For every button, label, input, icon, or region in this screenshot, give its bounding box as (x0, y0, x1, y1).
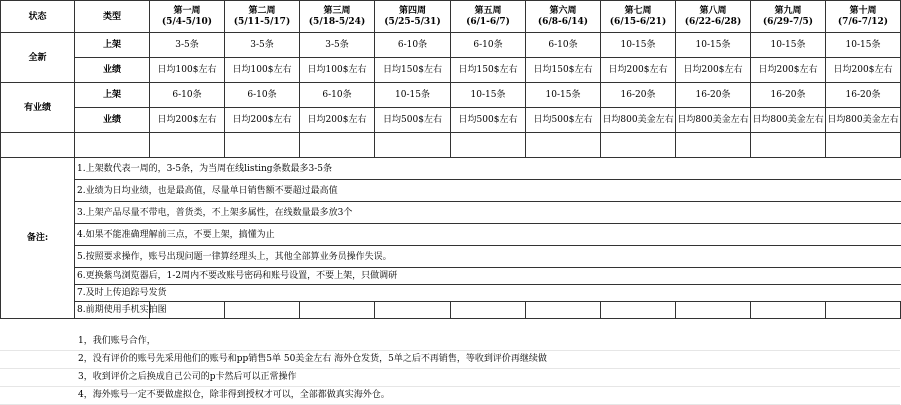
data-cell[interactable]: 日均800美金左右 (601, 108, 676, 133)
data-cell[interactable]: 3-5条 (225, 33, 300, 58)
data-cell[interactable]: 日均100$左右 (225, 58, 300, 83)
header-week-3[interactable]: 第三周 (5/18-5/24) (300, 1, 375, 33)
status-cell-new[interactable]: 全新 (1, 33, 75, 83)
empty-cell[interactable] (751, 302, 826, 319)
header-week-4[interactable]: 第四周 (5/25-5/31) (375, 1, 451, 33)
data-cell[interactable]: 3-5条 (300, 33, 375, 58)
data-cell[interactable]: 日均100$左右 (300, 58, 375, 83)
note-cell[interactable]: 6.更换紫鸟浏览器后，1-2周内不要改账号密码和账号设置，不要上架，只做调研 (75, 268, 901, 285)
empty-cell[interactable] (676, 302, 751, 319)
data-cell[interactable]: 16-20条 (676, 83, 751, 108)
note-row (1, 224, 901, 246)
empty-cell[interactable] (451, 302, 526, 319)
empty-cell[interactable] (751, 133, 826, 158)
type-cell[interactable]: 业绩 (75, 58, 150, 83)
data-cell[interactable]: 日均150$左右 (375, 58, 451, 83)
data-cell[interactable]: 10-15条 (751, 33, 826, 58)
data-cell[interactable]: 日均200$左右 (300, 108, 375, 133)
data-cell[interactable]: 6-10条 (526, 33, 601, 58)
data-cell[interactable]: 10-15条 (451, 83, 526, 108)
empty-cell[interactable] (75, 133, 150, 158)
empty-cell[interactable] (300, 133, 375, 158)
footer-line[interactable]: 1，我们账号合作， (0, 333, 900, 351)
table-row (1, 108, 901, 133)
data-cell[interactable]: 10-15条 (526, 83, 601, 108)
data-cell[interactable]: 日均500$左右 (375, 108, 451, 133)
note-row (1, 158, 901, 180)
empty-row (1, 133, 901, 158)
data-cell[interactable]: 10-15条 (676, 33, 751, 58)
data-cell[interactable]: 日均200$左右 (826, 58, 901, 83)
table-row (1, 33, 901, 58)
data-cell[interactable]: 日均200$左右 (225, 108, 300, 133)
header-type[interactable]: 类型 (75, 1, 150, 33)
footer-notes (0, 333, 900, 405)
empty-cell[interactable] (375, 133, 451, 158)
empty-cell[interactable] (451, 133, 526, 158)
data-cell[interactable]: 日均800美金左右 (676, 108, 751, 133)
empty-cell[interactable] (300, 302, 375, 319)
note-cell[interactable]: 8.前期使用手机实拍图 (75, 302, 150, 319)
data-cell[interactable]: 10-15条 (826, 33, 901, 58)
header-week-5[interactable]: 第五周 (6/1-6/7) (451, 1, 526, 33)
data-cell[interactable]: 6-10条 (225, 83, 300, 108)
footer-line[interactable]: 2，没有评价的账号先采用他们的账号和pp销售5单 50美金左右 海外仓发货，5单之后不再销售，等收到评价再继续做 (0, 351, 900, 369)
note-cell[interactable]: 5.按照要求操作，账号出现问题一律算经理头上，其他全部算业务员操作失误。 (75, 246, 901, 268)
status-cell-performing[interactable]: 有业绩 (1, 83, 75, 133)
empty-cell[interactable] (225, 133, 300, 158)
data-cell[interactable]: 6-10条 (451, 33, 526, 58)
empty-cell[interactable] (526, 302, 601, 319)
note-cell[interactable]: 3.上架产品尽量不带电，普货类，不上架多属性，在线数量最多放3个 (75, 202, 901, 224)
header-week-10[interactable]: 第十周 (7/6-7/12) (826, 1, 901, 33)
empty-cell[interactable] (601, 133, 676, 158)
empty-cell[interactable] (1, 133, 75, 158)
data-cell[interactable]: 16-20条 (826, 83, 901, 108)
data-cell[interactable]: 3-5条 (150, 33, 225, 58)
note-row (1, 302, 901, 319)
table-row (1, 58, 901, 83)
data-cell[interactable]: 日均500$左右 (526, 108, 601, 133)
note-row (1, 285, 901, 302)
footer-line[interactable]: 4，海外账号一定不要做虚拟仓，除非得到授权才可以，全部都做真实海外仓。 (0, 387, 900, 405)
note-cell[interactable]: 2.业绩为日均业绩，也是最高值，尽量单日销售额不要超过最高值 (75, 180, 901, 202)
note-cell[interactable]: 1.上架数代表一周的，3-5条，为当周在线listing条数最多3-5条 (75, 158, 901, 180)
empty-cell[interactable] (601, 302, 676, 319)
note-row (1, 202, 901, 224)
empty-cell[interactable] (826, 133, 901, 158)
table-row (1, 83, 901, 108)
data-cell[interactable]: 日均100$左右 (150, 58, 225, 83)
empty-cell[interactable] (225, 302, 300, 319)
empty-cell[interactable] (375, 302, 451, 319)
note-cell[interactable]: 7.及时上传追踪号发货 (75, 285, 901, 302)
notes-label[interactable]: 备注: (1, 158, 75, 319)
note-row (1, 268, 901, 285)
data-cell[interactable]: 日均500$左右 (451, 108, 526, 133)
header-week-9[interactable]: 第九周 (6/29-7/5) (751, 1, 826, 33)
type-cell[interactable]: 上架 (75, 83, 150, 108)
data-cell[interactable]: 日均150$左右 (526, 58, 601, 83)
data-cell[interactable]: 16-20条 (601, 83, 676, 108)
data-cell[interactable]: 日均200$左右 (601, 58, 676, 83)
type-cell[interactable]: 业绩 (75, 108, 150, 133)
data-cell[interactable]: 日均800美金左右 (826, 108, 901, 133)
footer-line[interactable]: 3，收到评价之后换成自己公司的p卡然后可以正常操作 (0, 369, 900, 387)
empty-cell[interactable] (150, 133, 225, 158)
header-week-8[interactable]: 第八周 (6/22-6/28) (676, 1, 751, 33)
header-week-7[interactable]: 第七周 (6/15-6/21) (601, 1, 676, 33)
data-cell[interactable]: 6-10条 (150, 83, 225, 108)
empty-cell[interactable] (826, 302, 901, 319)
note-row (1, 246, 901, 268)
data-cell[interactable]: 日均200$左右 (676, 58, 751, 83)
header-row (1, 1, 901, 33)
data-cell[interactable]: 日均200$左右 (150, 108, 225, 133)
note-cell[interactable]: 4.如果不能准确理解前三点，不要上架，搞懂为止 (75, 224, 901, 246)
header-week-2[interactable]: 第二周 (5/11-5/17) (225, 1, 300, 33)
header-week-1[interactable]: 第一周 (5/4-5/10) (150, 1, 225, 33)
note-row (1, 180, 901, 202)
data-cell[interactable]: 日均800美金左右 (751, 108, 826, 133)
data-cell[interactable]: 日均150$左右 (451, 58, 526, 83)
data-cell[interactable]: 6-10条 (375, 33, 451, 58)
data-cell[interactable]: 10-15条 (375, 83, 451, 108)
empty-cell[interactable] (526, 133, 601, 158)
data-cell[interactable]: 6-10条 (300, 83, 375, 108)
header-status[interactable]: 状态 (1, 1, 75, 33)
data-cell[interactable]: 10-15条 (601, 33, 676, 58)
empty-cell[interactable] (676, 133, 751, 158)
data-cell[interactable]: 16-20条 (751, 83, 826, 108)
data-cell[interactable]: 日均200$左右 (751, 58, 826, 83)
type-cell[interactable]: 上架 (75, 33, 150, 58)
header-week-6[interactable]: 第六周 (6/8-6/14) (526, 1, 601, 33)
